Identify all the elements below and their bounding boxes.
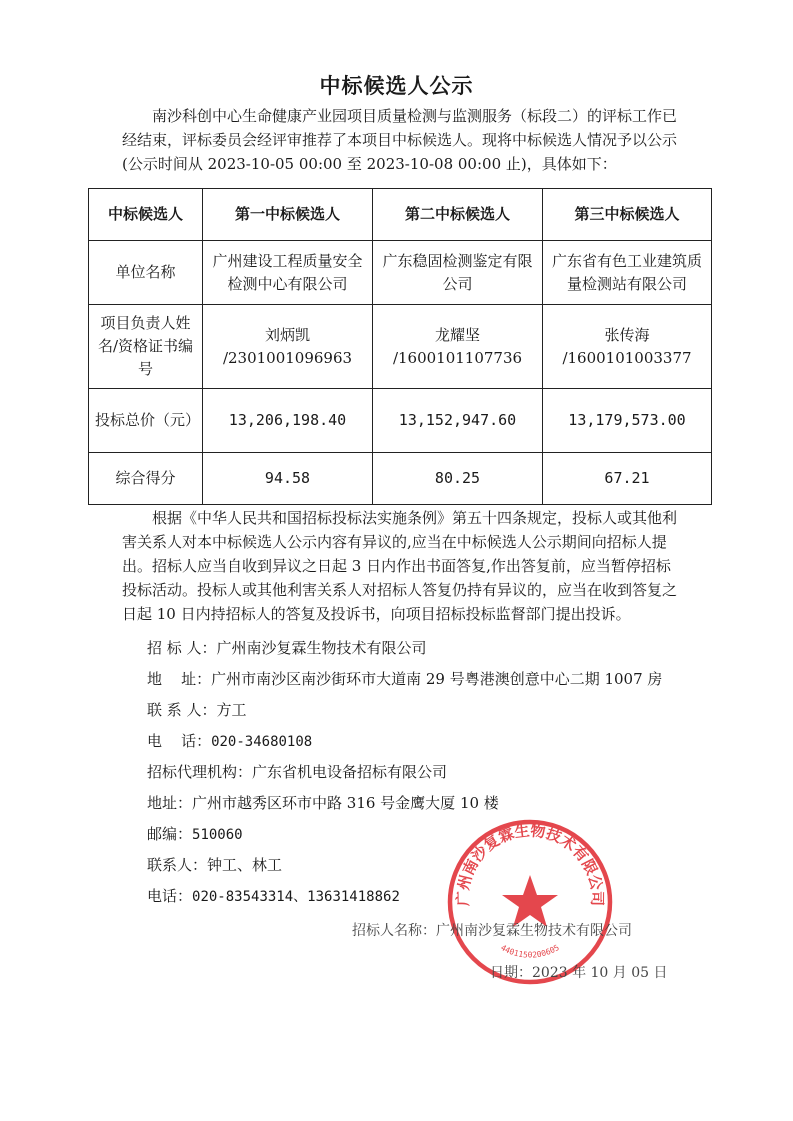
phone-value: 020-34680108 xyxy=(211,734,313,750)
table-header-row xyxy=(89,189,712,241)
agency-line xyxy=(147,761,447,782)
candidates-table xyxy=(88,188,712,505)
header-cell: 第二中标候选人 xyxy=(373,189,543,241)
table-cell: 13,152,947.60 xyxy=(373,389,543,453)
agency-value: 广东省机电设备招标有限公司 xyxy=(252,763,448,781)
tenderer-line xyxy=(147,637,427,658)
contact-label: 联 系 人： xyxy=(147,701,217,719)
agency-phone-line xyxy=(147,885,400,906)
header-cell: 第三中标候选人 xyxy=(543,189,712,241)
row-label: 项目负责人姓名/资格证书编号 xyxy=(89,305,203,389)
agency-label: 招标代理机构： xyxy=(147,763,253,781)
postcode-value: 510060 xyxy=(192,827,243,843)
postcode-line xyxy=(147,823,243,844)
table-cell: 龙耀坚 /1600101107736 xyxy=(373,305,543,389)
address-value: 广州市南沙区南沙街环市大道南 29 号粤港澳创意中心二期 1007 房 xyxy=(211,670,663,688)
seal-number: 4401150200605 xyxy=(499,943,561,960)
postcode-label: 邮编： xyxy=(147,825,193,843)
table-cell: 13,179,573.00 xyxy=(543,389,712,453)
signature-date-value: 2023 年 10 月 05 日 xyxy=(532,965,668,981)
phone-label: 电 话： xyxy=(147,732,212,750)
header-cell: 中标候选人 xyxy=(89,189,203,241)
seal-text: 广州南沙复霖生物技术有限公司 xyxy=(453,821,607,907)
signature-name-label: 招标人名称： xyxy=(352,923,436,939)
agency-address-value: 广州市越秀区环市中路 316 号金鹰大厦 10 楼 xyxy=(192,794,499,812)
phone-line xyxy=(147,730,312,751)
table-row xyxy=(89,305,712,389)
signature-name-line xyxy=(352,920,632,940)
signature-name-value: 广州南沙复霖生物技术有限公司 xyxy=(436,923,632,939)
table-row xyxy=(89,453,712,505)
row-label: 单位名称 xyxy=(89,241,203,305)
row-label: 投标总价（元） xyxy=(89,389,203,453)
table-cell: 94.58 xyxy=(203,453,373,505)
table-cell: 刘炳凯 /2301001096963 xyxy=(203,305,373,389)
signature-date-line xyxy=(490,962,668,982)
tenderer-label: 招 标 人： xyxy=(147,639,217,657)
table-cell: 广东省有色工业建筑质量检测站有限公司 xyxy=(543,241,712,305)
table-cell: 67.21 xyxy=(543,453,712,505)
row-label: 综合得分 xyxy=(89,453,203,505)
contact-line xyxy=(147,699,247,720)
table-cell: 广东稳固检测鉴定有限公司 xyxy=(373,241,543,305)
agency-address-line xyxy=(147,792,499,813)
table-cell: 80.25 xyxy=(373,453,543,505)
signature-date-label: 日期： xyxy=(490,965,532,981)
agency-phone-value: 020-83543314、13631418862 xyxy=(192,889,400,905)
header-cell: 第一中标候选人 xyxy=(203,189,373,241)
agency-contact-label: 联系人： xyxy=(147,856,208,874)
table-cell: 张传海 /1600101003377 xyxy=(543,305,712,389)
notice-paragraph: 根据《中华人民共和国招标投标法实施条例》第五十四条规定，投标人或其他利害关系人对本中标候选人公示内容有异议的,应当在中标候选人公示期间向招标人提出。招标人应当自收到异议之日起 3 日内作出书面答复,作出答复前，应当暂停招标投标活动。投标人或其他利害关系人对招标人答复仍持有异议的，应当在收到答复之日起 10 日内持招标人的答复及投诉书，向项目招标投标监督部门提出投诉。 xyxy=(122,509,678,623)
address-label: 地 址： xyxy=(147,670,212,688)
page-title: 中标候选人公示 xyxy=(319,74,474,98)
table-cell: 广州建设工程质量安全检测中心有限公司 xyxy=(203,241,373,305)
contact-value: 方工 xyxy=(216,701,247,719)
table-row xyxy=(89,389,712,453)
intro-paragraph: 南沙科创中心生命健康产业园项目质量检测与监测服务（标段二）的评标工作已经结束，评标委员会经评审推荐了本项目中标候选人。现将中标候选人情况予以公示(公示时间从 2023-10-05 00:00 至 2023-10-08 00:00 止)，具体如下： xyxy=(122,107,678,173)
agency-contact-value: 钟工、林工 xyxy=(207,856,283,874)
tenderer-value: 广州南沙复霖生物技术有限公司 xyxy=(216,639,427,657)
address-line xyxy=(147,668,662,689)
agency-address-label: 地址： xyxy=(147,794,193,812)
agency-contact-line xyxy=(147,854,282,875)
table-row xyxy=(89,241,712,305)
table-cell: 13,206,198.40 xyxy=(203,389,373,453)
agency-phone-label: 电话： xyxy=(147,887,193,905)
